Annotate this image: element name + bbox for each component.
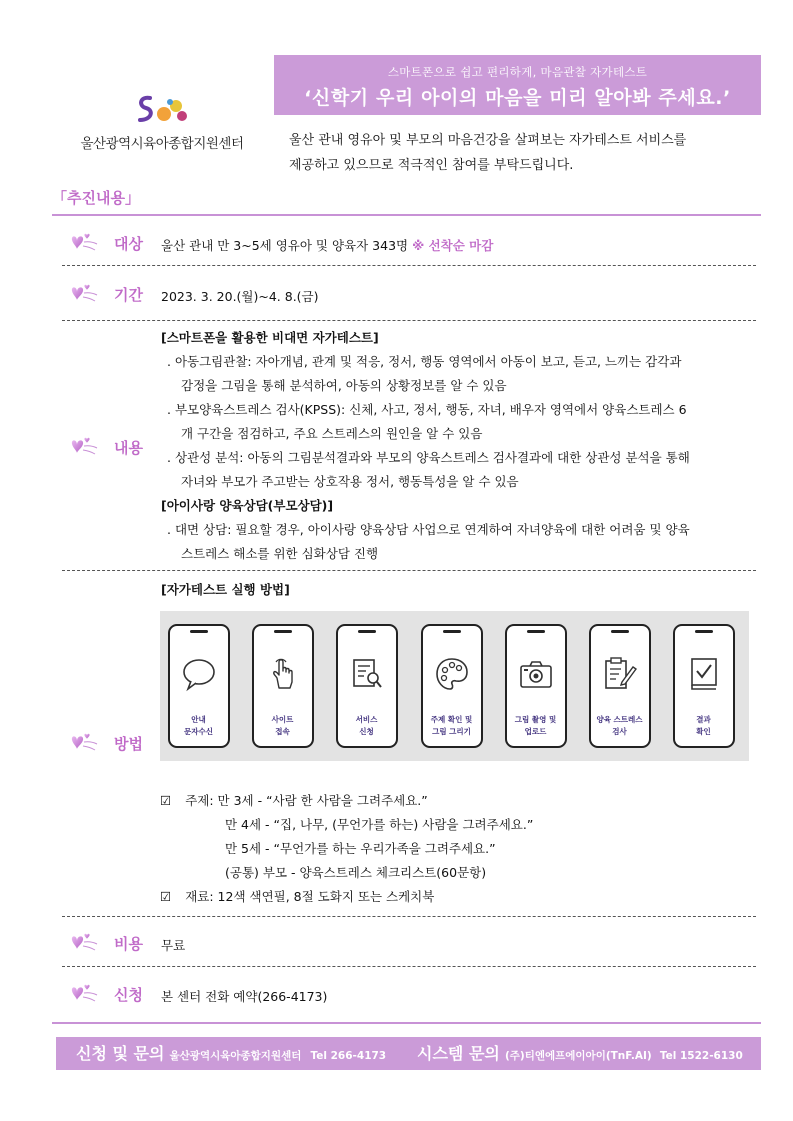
period-label: 기간 — [114, 286, 143, 304]
system-tel: Tel 1522-6130 — [659, 1050, 743, 1062]
apply-text: 본 센터 전화 예약(266-4173) — [161, 989, 328, 1004]
heart-icon — [70, 232, 100, 252]
contact-footer — [56, 1037, 761, 1070]
pointing-hand-icon — [265, 656, 301, 692]
title-banner — [274, 55, 761, 115]
step-phone — [673, 624, 735, 748]
step-label-line: 서비스 — [355, 715, 378, 724]
content-item: . 대면 상담: 필요할 경우, 아이사랑 양육상담 사업으로 연계하여 자녀양육에 대한 어려움 및 양육 — [167, 522, 690, 537]
content-item: . 부모양육스트레스 검사(KPSS): 신체, 사고, 정서, 행동, 자녀, 배우자 영역에서 양육스트레스 6 — [167, 402, 687, 417]
speech-bubble-icon — [181, 656, 217, 692]
target-text — [161, 236, 493, 254]
topic-item: 만 4세 - “집, 나무, (무언가를 하는) 사람을 그려주세요.” — [225, 817, 534, 832]
content-item: . 아동그림관찰: 자아개념, 관계 및 적응, 정서, 행동 영역에서 아동이 보고, 듣고, 느끼는 감각과 — [167, 354, 682, 369]
intro-text — [289, 128, 756, 178]
step-phone — [505, 624, 567, 748]
step-label — [591, 714, 648, 738]
dotted-divider — [62, 966, 756, 967]
checkbox-icon: ☑ — [160, 793, 172, 808]
content-item: 스트레스 해소를 위한 심화상담 진행 — [181, 546, 379, 561]
dotted-divider — [62, 916, 756, 917]
check-book-icon — [686, 656, 722, 692]
content-item: 자녀와 부모가 주고받는 상호작용 정서, 행동특성을 알 수 있음 — [181, 474, 519, 489]
org-logo — [62, 92, 262, 158]
section-title: 「추진내용」 — [52, 189, 140, 207]
document-search-icon — [349, 656, 385, 692]
materials-text: 12색 색연필, 8절 도화지 또는 스케치북 — [217, 889, 435, 904]
apply-label: 신청 — [114, 986, 143, 1004]
heart-icon — [70, 436, 100, 456]
step-label-line: 주제 확인 및 — [430, 715, 473, 724]
target-value: 울산 관내 만 3~5세 영유아 및 양육자 343명 — [161, 238, 409, 253]
section-divider — [52, 214, 761, 216]
topic-item: (공통) 부모 - 양육스트레스 체크리스트(60문항) — [225, 865, 487, 880]
step-label-line: 문자수신 — [184, 727, 213, 736]
period-text: 2023. 3. 20.(월)~4. 8.(금) — [161, 289, 319, 304]
content-body — [161, 326, 751, 566]
inquiry-org: 울산광역시육아종합지원센터 — [169, 1050, 302, 1062]
footer-inquiry — [76, 1044, 386, 1066]
footer-divider — [52, 1022, 761, 1024]
step-label-line: 사이트 — [271, 715, 294, 724]
topic-item: 만 5세 - “무언가를 하는 우리가족을 그려주세요.” — [225, 841, 496, 856]
heart-icon — [70, 932, 100, 952]
inquiry-label: 신청 및 문의 — [76, 1044, 165, 1063]
step-label-line: 결과 — [696, 715, 711, 724]
intro-line: 제공하고 있으므로 적극적인 참여를 부탁드립니다. — [289, 158, 574, 173]
step-label-line: 접속 — [275, 727, 290, 736]
step-label-line: 신청 — [359, 727, 374, 736]
dotted-divider — [62, 320, 756, 321]
footer-system — [417, 1044, 743, 1066]
step-phone — [589, 624, 651, 748]
clipboard-pen-icon — [602, 656, 638, 692]
org-name: 울산광역시육아종합지원센터 — [80, 136, 244, 152]
dotted-divider — [62, 265, 756, 266]
step-phone — [168, 624, 230, 748]
system-org: (주)티엔에프에이아이(TnF.AI) — [504, 1050, 652, 1062]
target-note: ※ 선착순 마감 — [412, 238, 494, 253]
topic-label: 주제: — [185, 793, 214, 808]
system-label: 시스템 문의 — [417, 1044, 500, 1063]
topic-item: 만 3세 - “사람 한 사람을 그려주세요.” — [217, 793, 428, 808]
step-phone — [336, 624, 398, 748]
heart-icon — [70, 732, 100, 752]
step-label-line: 업로드 — [524, 727, 547, 736]
method-steps-title: [자가테스트 실행 방법] — [161, 582, 290, 597]
step-label-line: 그림 그리기 — [432, 727, 471, 736]
content-group-title: [스마트폰을 활용한 비대면 자가테스트] — [161, 330, 379, 345]
cost-label: 비용 — [114, 935, 143, 953]
intro-line: 울산 관내 영유아 및 부모의 마음건강을 살펴보는 자가테스트 서비스를 — [289, 133, 687, 148]
step-label — [338, 714, 395, 738]
step-label — [254, 714, 311, 738]
method-details — [160, 789, 750, 909]
step-label-line: 안내 — [191, 715, 206, 724]
target-label: 대상 — [114, 235, 143, 253]
dotted-divider — [62, 570, 756, 571]
step-label — [423, 714, 480, 738]
heart-icon — [70, 283, 100, 303]
step-label — [170, 714, 227, 738]
step-label-line: 양육 스트레스 — [596, 715, 643, 724]
step-phone — [252, 624, 314, 748]
step-label-line: 확인 — [696, 727, 711, 736]
checkbox-icon: ☑ — [160, 889, 172, 904]
content-item: 개 구간을 점검하고, 주요 스트레스의 원인을 알 수 있음 — [181, 426, 483, 441]
palette-icon — [434, 656, 470, 692]
camera-icon — [518, 656, 554, 692]
cost-text: 무료 — [161, 938, 186, 953]
method-label: 방법 — [114, 735, 143, 753]
step-label-line: 그림 촬영 및 — [514, 715, 557, 724]
heart-icon — [70, 983, 100, 1003]
content-item: . 상관성 분석: 아동의 그림분석결과와 부모의 양육스트레스 검사결과에 대한 상관성 분석을 통해 — [167, 450, 690, 465]
content-item: 감정을 그림을 통해 분석하여, 아동의 상황정보를 알 수 있음 — [181, 378, 507, 393]
step-label-line: 검사 — [612, 727, 627, 736]
inquiry-tel: Tel 266-4173 — [310, 1050, 387, 1062]
content-label: 내용 — [114, 439, 143, 457]
banner-title: ‘신학기 우리 아이의 마음을 미리 알아봐 주세요.’ — [304, 87, 731, 109]
step-label — [675, 714, 732, 738]
step-phone — [421, 624, 483, 748]
materials-row — [160, 885, 750, 909]
materials-label: 재료: — [185, 889, 214, 904]
method-steps-strip — [160, 611, 749, 761]
topic-row — [160, 789, 750, 813]
logo-mark-icon — [132, 92, 192, 128]
banner-subtitle: 스마트폰으로 쉽고 편리하게, 마음관찰 자가테스트 — [387, 65, 648, 79]
content-group-title: [아이사랑 양육상담(부모상담)] — [161, 498, 334, 513]
step-label — [507, 714, 564, 738]
